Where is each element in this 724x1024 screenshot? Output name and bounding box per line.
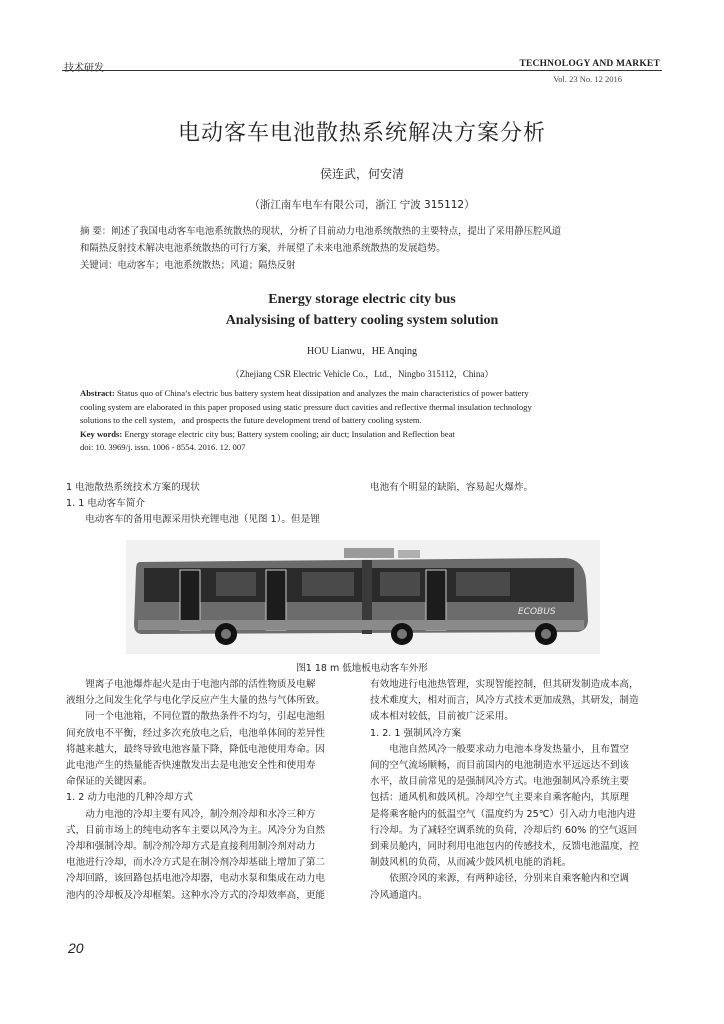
paper-title-en-line1: Energy storage electric city bus [268,292,456,307]
bus-brand-text: ECOBUS [518,607,556,617]
abstract-en [80,387,650,455]
running-header-left: 技术研发 [64,63,104,74]
abstract-en-label: Abstract: [80,388,115,398]
side-window [380,572,420,596]
authors-en: HOU Lianwu，HE Anqing [307,346,417,357]
body-line: 行冷却。为了减轻空调系统的负荷，冷却后约 60% 的空气返回 [370,824,638,836]
paper-title-en-line2: Analysising of battery cooling system solution [225,313,499,328]
body-line: 冷却回路，该回路包括电池冷却器，电动水泵和集成在动力电 [66,873,326,885]
body-line: 间充放电不平衡，经过多次充放电之后，电池单体间的差异性 [66,727,326,739]
lower-skirt [138,620,584,630]
subsection-heading: 1. 2. 1 强制风冷方案 [370,727,462,739]
roof-unit [344,548,394,558]
abstract-en-line: solutions to the cell system，and prospects the future development trend of battery cooling system. [80,415,422,425]
running-header-right: TECHNOLOGY AND MARKET [519,59,660,69]
figure-bus-image [126,540,600,654]
keywords-en-label: Key words: [80,428,123,439]
body-line: 式，目前市场上的纯电动客车主要以风冷为主。风冷分为自然 [66,824,326,836]
volume-info: Vol. 23 No. 12 2016 [553,74,622,84]
body-line: 液组分之间发生化学与电化学反应产生大量的热与气体所致。 [66,695,326,707]
body-line: 同一个电池箱，不同位置的散热条件不均匀，引起电池组 [85,711,326,723]
body-line: 锂离子电池爆炸起火是由于电池内部的活性物质及电解 [85,679,316,690]
wheel-hub [541,629,551,639]
body-line: 电动客车的备用电源采用快充锂电池（见图 1）。但是锂 [85,514,320,526]
side-window [302,572,354,596]
subsection-heading: 1. 1 电动客车简介 [66,498,145,510]
roof-unit [398,550,420,558]
abstract-cn [80,223,670,274]
header-rule [62,70,662,71]
body-line: 依照冷风的来源，有两种途径，分别来自乘客舱内和空调 [389,873,630,885]
side-window [456,572,510,596]
wheel-hub [221,629,231,639]
intro-right-column [370,480,670,496]
body-line: 电池进行冷却，而水冷方式是在制冷剂冷却基础上增加了第二 [66,857,326,869]
body-line: 命保证的关键因素。 [66,776,153,788]
body-line: 是将乘客舱内的低温空气（温度约为 25℃）引入动力电池内进 [370,808,636,820]
body-line: 技术难度大，相对而言，风冷方式技术更加成熟，其研发，制造 [370,695,639,707]
abstract-cn-line: 和隔热反射技术解决电池系统散热的可行方案，并展望了未来电池系统散热的发展趋势。 [80,243,446,254]
abstract-en-line: cooling system are elaborated in this paper proposed using static pressure duct cavities and reflective thermal insulation technology [80,401,532,412]
intro-left-column [66,480,366,529]
body-right-column [370,677,670,904]
side-window [216,572,256,596]
body-line: 此电池产生的热量能否快速散发出去是电池安全性和使用寿 [66,760,316,772]
body-line: 间的空气流场顺畅，而目前国内的电池制造水平远远达不到该 [370,760,630,772]
keywords-en: Energy storage electric city bus; Battery system cooling; air duct; Insulation and Reflection beat [124,428,455,439]
body-line: 冷却和强制冷却。制冷剂冷却方式是直接利用制冷剂对动力 [66,841,316,853]
body-line: 有效地进行电池热管理，实现智能控制，但其研发制造成本高， [370,679,639,690]
body-line: 动力电池的冷却主要有风冷，制冷剂冷却和水冷三种方 [85,808,316,820]
body-left-column [66,677,364,904]
wheel-hub [397,629,407,639]
subsection-heading: 1. 2 动力电池的几种冷却方式 [66,792,193,804]
body-line: 电池有个明显的缺陷，容易起火爆炸。 [370,482,534,493]
doi: doi: 10. 3969/j. issn. 1006 - 8554. 2016. 12. 007 [80,442,246,452]
body-line: 制鼓风机的负荷，从而减少鼓风机电能的消耗。 [370,857,572,869]
body-line: 到乘员舱内，同时利用电池包内的传感技术，反馈电池温度，控 [370,841,639,853]
body-line: 冷风通道内。 [370,889,428,901]
affiliation-cn: （浙江南车电车有限公司，浙江 宁波 315112） [249,199,475,211]
abstract-cn-line: 摘 要：阐述了我国电动客车电池系统散热的现状，分析了目前动力电池系统散热的主要特点，提出了采用静压腔风道 [80,226,562,237]
body-line: 成本相对较低，目前被广泛采用。 [370,711,514,723]
paper-title-cn: 电动客车电池散热系统解决方案分析 [177,121,546,146]
affiliation-en: （Zhejiang CSR Electric Vehicle Co.，Ltd.，Ningbo 315112，China） [230,369,494,379]
body-line: 池内的冷却板及冷却框架。这种水冷方式的冷却效率高，更能 [66,889,326,901]
abstract-en-line: Status quo of China’s electric bus battery system heat dissipation and analyzes the main characteristics of power battery [117,388,529,398]
authors-cn: 侯连武，何安清 [319,167,404,181]
figure-caption: 图1 18 m 低地板电动客车外形 [296,663,428,674]
section-heading: 1 电池散热系统技术方案的现状 [66,482,200,493]
body-line: 包括：通风机和鼓风机。冷却空气主要来自乘客舱内，其原理 [370,792,630,804]
keywords-cn: 关键词：电动客车；电池系统散热；风道；隔热反射 [80,260,296,271]
body-line: 将越来越大，最终导致电池容量下降，降低电池使用寿命。因 [66,743,326,755]
page-number: 20 [68,940,84,956]
body-line: 水平，故目前常见的是强制风冷方式。电池强制风冷系统主要 [370,776,630,788]
body-line: 电池自然风冷一般要求动力电池本身发热量小，且布置空 [389,743,630,755]
